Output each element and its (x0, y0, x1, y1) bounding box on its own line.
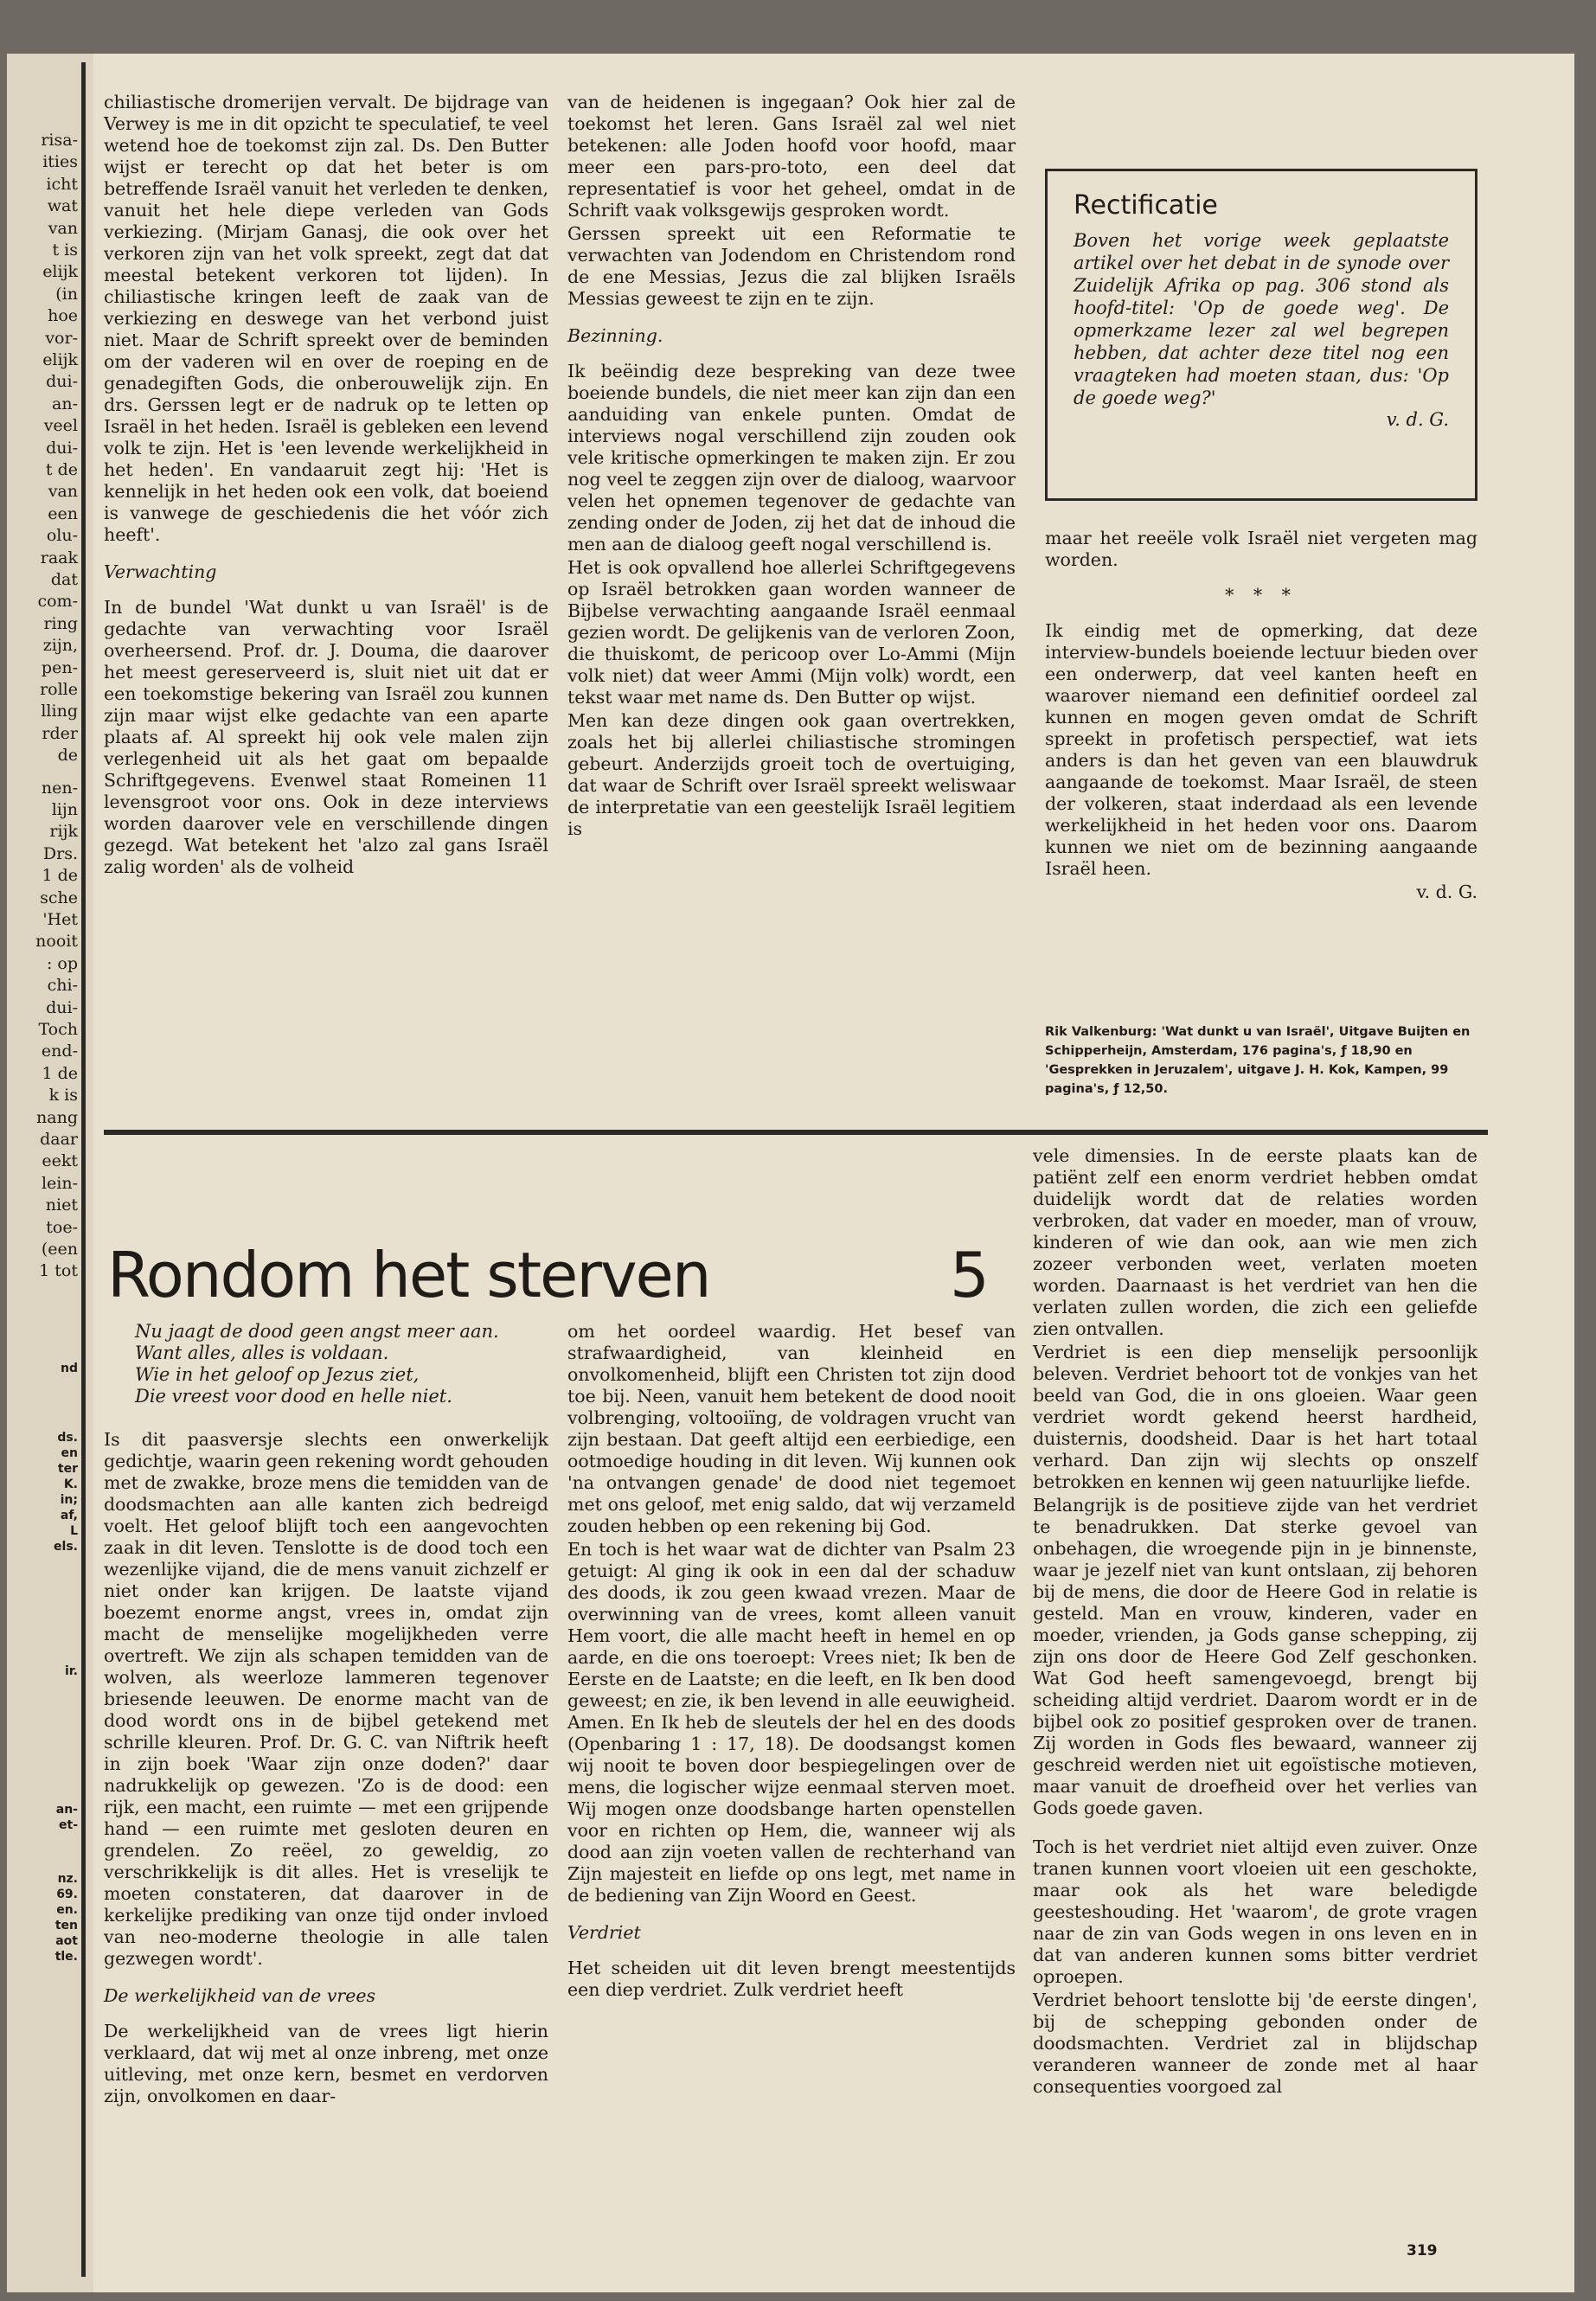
margin-fragment: van (48, 218, 78, 238)
section-heading-verdriet: Verdriet (567, 1922, 641, 1943)
margin-fragment-bold: 69. (56, 1888, 78, 1901)
margin-fragment: t is (52, 240, 78, 260)
poem-line: Wie in het geloof op Jezus ziet, (135, 1364, 420, 1385)
margin-fragment: vor- (45, 328, 78, 348)
margin-fragment: raak (40, 548, 78, 567)
margin-fragment: sche (40, 888, 78, 907)
paragraph: vele dimensies. In de eerste plaats kan de patiënt zelf een enorm verdriet hebben omdat duidelijk wordt dat de relaties worden verbroken, dat vader en moeder, man of vrouw, kinderen of wie dan ook, aan wie men zich zozeer verbonden weet, verlaten moeten worden. Daarnaast is het verdriet van hen die verlaten zullen worden, die zich een geliefde zien ontvallen. (1033, 1145, 1477, 1339)
margin-fragment: Toch (38, 1020, 78, 1039)
paragraph: Het is ook opvallend hoe allerlei Schriftgegevens op Israël betrokken gaan worden wanneer de Bijbelse verwachting aangaande Israël eenmaal gezien wordt. De gelijkenis van de verloren Zoon, die thuiskomt, de pericoop over Lo-Ammi (Mijn volk niet) dat weer Ammi (Mijn volk) wordt, een tekst waar met name ds. Den Butter op wijst. (567, 557, 1016, 708)
paragraph: maar het reeële volk Israël niet vergeten mag worden. (1045, 528, 1477, 570)
margin-fragment-bold: nd (61, 1362, 78, 1375)
margin-fragment: dui- (46, 438, 78, 458)
margin-fragment-bold: ds. (57, 1431, 78, 1445)
margin-fragment-bold: ter (57, 1462, 78, 1476)
margin-fragment: nooit (35, 932, 78, 952)
article-title: Rondom het sterven (107, 1239, 710, 1311)
margin-fragment-bold: in; (60, 1493, 78, 1507)
margin-fragment: : op (46, 953, 78, 973)
margin-fragment: elijk (42, 262, 78, 282)
section-separator: * * * (1225, 585, 1298, 606)
margin-fragment: dui- (46, 997, 78, 1017)
margin-fragment: hoe (48, 306, 78, 326)
margin-fragment: k is (48, 1086, 78, 1106)
page-number: 319 (1407, 2242, 1438, 2259)
margin-fragment-bold: L (70, 1524, 78, 1538)
margin-fragment: 'Het (42, 910, 78, 929)
margin-fragment-bold: nz. (57, 1872, 78, 1886)
paragraph: Belangrijk is de positieve zijde van het verdriet te benadrukken. Dat sterke gevoel van onbehagen, die wroegende pijn in je binnenste, waar je jezelf niet van kunt ontslaan, zij behoren bij de mens, die door de Heere God in relatie is gesteld. Man en vrouw, kinderen, vader en moeder, vrienden, ja Gods ganse schepping, zij zijn ons door de Heere God Zelf geschonken. Wat God heeft samengevoegd, brengt bij scheiding altijd verdriet. Daarom wordt er in de bijbel ook zo positief gesproken over de tranen. Zij worden in Gods fles bewaard, wanneer zij geschreid werden niet uit egoïstische motieven, maar vanuit de droefheid over het verlies van Gods goede gaven. (1033, 1495, 1477, 1818)
previous-page-margin (7, 54, 93, 2292)
rectificatie-box (1045, 169, 1477, 501)
poem-line: Want alles, alles is voldaan. (135, 1343, 389, 1363)
margin-fragment: dat (50, 570, 78, 589)
article-column-2 (567, 1321, 1016, 2003)
margin-fragment: niet (45, 1195, 78, 1215)
margin-fragment: chi- (47, 976, 78, 996)
epigraph-poem (135, 1321, 542, 1407)
margin-fragment-bold: et- (59, 1818, 78, 1832)
margin-fragment: icht (46, 174, 78, 194)
margin-fragment: rder (42, 723, 78, 743)
margin-fragment: nen- (41, 778, 78, 798)
margin-fragment: an- (52, 394, 78, 413)
top-column-1 (104, 92, 548, 880)
author-signature: v. d. G. (1416, 881, 1477, 902)
margin-fragment: lein- (41, 1173, 78, 1193)
margin-fragment: eekt (42, 1151, 78, 1171)
top-column-3 (1045, 528, 1477, 903)
margin-fragment: olu- (46, 526, 78, 546)
margin-fragment: rolle (40, 680, 78, 699)
margin-fragment: de (57, 746, 78, 766)
margin-fragment: rijk (49, 822, 78, 842)
book-source-note: Rik Valkenburg: 'Wat dunkt u van Israël', Uitgave Buijten en Schipperheijn, Amsterdam, 176 pagina's, ƒ 18,90 en 'Gesprekken in Jeruzalem', uitgave J. H. Kok, Kampen, 99 pagina's, ƒ 12,50. (1045, 1025, 1471, 1096)
margin-fragment: pen- (41, 657, 78, 677)
gutter-rule (81, 62, 86, 2277)
margin-fragment-bold: aot (55, 1934, 78, 1948)
margin-fragment: toe- (46, 1217, 78, 1237)
margin-fragment-bold: tle. (54, 1950, 78, 1964)
margin-fragment: (een (41, 1240, 78, 1259)
section-rule (104, 1130, 1488, 1135)
article-column-1 (104, 1429, 548, 2109)
margin-fragment: van (48, 482, 78, 502)
margin-fragment: lijn (51, 800, 78, 819)
paragraph: Toch is het verdriet niet altijd even zuiver. Onze tranen kunnen voort vloeien uit een geschokte, maar ook als het ware beledigde geesteshouding. Het 'waarom', de grote vragen naar de zin van Gods wegen in ons leven en in dat van anderen kunnen soms bitter verdriet oproepen. (1033, 1836, 1477, 1987)
top-column-2 (567, 92, 1016, 842)
margin-fragment: end- (41, 1042, 78, 1061)
margin-fragment: nang (36, 1107, 78, 1127)
margin-fragment-bold: en (61, 1446, 78, 1460)
series-number: 5 (950, 1239, 990, 1311)
margin-fragment: 1 de (42, 866, 78, 886)
page (7, 54, 1574, 2292)
margin-fragment: 1 tot (39, 1261, 78, 1281)
margin-fragment-bold: ten (54, 1919, 78, 1932)
paragraph: Is dit paasversje slechts een onwerkelijk gedichtje, waarin geen rekening wordt gehouden met de zwakke, broze mens die temidden van de doodsmachten aan alle kanten zich bedreigd voelt. Het geloof blijft toch een aangevochten zaak in dit leven. Tenslotte is de dood toch een wezenlijke vijand, die de mens vanuit zichzelf er niet onder kan krijgen. De laatste vijand boezemt enorme angst, vrees in, omdat zijn macht de menselijke mogelijkheden verre overtreft. We zijn als schapen temidden van de wolven, als weerloze lammeren tegenover briesende leeuwen. De enorme macht van de dood wordt ons in de bijbel getekend met schrille kleuren. Prof. Dr. G. C. van Niftrik heeft in zijn boek 'Waar zijn onze doden?' daar nadrukkelijk op gewezen. 'Zo is de dood: een rijk, een macht, een ruimte — met een grijpende hand — een ruimte met gesloten deuren en grendelen. Zo reëel, zo geweldig, zo verschrikkelijk is dit alles. Het is vreselijk te moeten constateren, dat daarover in de kerkelijke prediking van onze tijd onder invloed van neo-moderne theologie in alle talen gezwegen wordt'. (104, 1429, 548, 1969)
margin-fragment: dui- (46, 372, 78, 392)
paragraph: En toch is het waar wat de dichter van Psalm 23 getuigt: Al ging ik ook in een dal der schaduw des doods, ik zou geen kwaad vrezen. Maar de overwinning van de vrees, komt alleen vanuit Hem voort, die alle macht heeft in hemel en op aarde, en die ons toeroept: Vrees niet; Ik ben de Eerste en de Laatste; en die leeft, en Ik ben dood geweest; en zie, ik ben levend in alle eeuwigheid. Amen. En Ik heb de sleutels der hel en des doods (Openbaring 1 : 17, 18). De doodsangst komen wij nooit te boven door bespiegelingen over de mens, die logischer wijze eenmaal sterven moet. Wij mogen onze doodsbange harten openstellen voor en richten op Hem, die, wanneer wij als dood aan zijn voeten vallen de rechterhand van Zijn majesteit en liefde op ons legt, met name in de bediening van Zijn Woord en Geest. (567, 1539, 1016, 1906)
paragraph: De werkelijkheid van de vrees ligt hierin verklaard, dat wij met al onze inbreng, met onze uitleving, met onze kern, besmet en verdorven zijn, onvolkomen en daar- (104, 2021, 548, 2106)
margin-fragment-bold: af, (60, 1509, 78, 1522)
margin-fragment: een (48, 503, 78, 523)
rectificatie-title: Rectificatie (1074, 190, 1218, 221)
margin-fragment: t de (45, 460, 78, 479)
paragraph: In de bundel 'Wat dunkt u van Israël' is de gedachte van verwachting voor Israël overheersend. Prof. dr. J. Douma, die daarover het meest gereserveerd is, sluit niet uit dat er een toekomstige bekering van Israël zou kunnen zijn maar wijst elke gedachte van een aparte plaats af. Al spreekt hij ook vele malen zijn verlegenheid uit als het gaat om bepaalde Schriftgegevens. Evenwel staat Romeinen 11 levensgroot voor ons. Ook in deze interviews worden daarover vele en verschillende dingen gezegd. Wat betekent het 'alzo zal gans Israël zalig worden' als de volheid (104, 597, 548, 877)
margin-fragment: risa- (41, 131, 78, 150)
margin-fragment: Drs. (42, 843, 78, 863)
article-column-3 (1033, 1145, 1477, 2099)
paragraph: Ik beëindig deze bespreking van deze twee boeiende bundels, die niet meer kan zijn dan een aanduiding van enkele punten. Omdat de interviews nogal verschillend zijn zouden ook vele kritische opmerkingen te maken zijn. Er zou nog veel te zeggen zijn over de dialoog, waarvoor velen het opnemen tegenover de gedachte van zending onder de Joden, zij het dat de inhoud die men aan de dialoog geeft nogal verschillend is. (567, 361, 1016, 554)
paragraph: om het oordeel waardig. Het besef van strafwaardigheid, van kleinheid en onvolkomenheid, blijft een Christen tot zijn dood toe bij. Neen, vanuit hem betekent de dood nooit volbrenging, voltooiïng, de voldragen vrucht van zijn bestaan. Dat geeft altijd een eerbiedige, een ootmoedige houding in dit leven. Wij kunnen ook 'na ontvangen genade' de dood niet tegemoet met ons geloof, met enig saldo, dat wij verzameld zouden hebben op een rekening bij God. (567, 1321, 1016, 1536)
rectificatie-signature: v. d. G. (1386, 409, 1449, 430)
poem-line: Die vreest voor dood en helle niet. (135, 1386, 452, 1407)
margin-fragment-bold: ir. (64, 1664, 78, 1678)
margin-fragment: elijk (42, 350, 78, 369)
margin-fragment-bold: els. (54, 1540, 78, 1554)
margin-fragment-bold: an- (55, 1803, 78, 1817)
paragraph: Ik eindig met de opmerking, dat deze interview-bundels boeiende lectuur bieden over een onderwerp, dat veel kanten heeft en waarover niemand een definitief oordeel zal kunnen en mogen geven omdat de Schrift spreekt in profetisch perspectief, wat iets anders is dan het geven van een blauwdruk aangaande de toekomst. Maar Israël, de steen der volkeren, staat inderdaad als een levende werkelijkheid in het heden voor ons. Daarom kunnen we niet om de bezinning aangaande Israël heen. (1045, 620, 1477, 879)
margin-fragment: 1 de (42, 1063, 78, 1083)
paragraph: Gerssen spreekt uit een Reformatie te verwachten van Jodendom en Christendom rond de ene Messias, Jezus die zal blijken Israëls Messias geweest te zijn en te zijn. (567, 223, 1016, 309)
paragraph: chiliastische dromerijen vervalt. De bijdrage van Verwey is me in dit opzicht te speculatief, te veel wetend hoe de toekomst zijn zal. Ds. Den Butter wijst er terecht op dat het beter is om betreffende Israël vanuit het verleden te denken, vanuit het hele diepe verleden van Gods verkiezing. (Mirjam Ganasj, die ook over het verkoren zijn van het volk spreekt, zegt dat dat meestal betekent verkoren tot lijden). In chiliastische kringen leeft de zaak van de verkiezing en deswege van het verbond juist niet. Maar de Schrift spreekt over de beminden om der vaderen wil en over de roeping en de genadegiften Gods, die onberouwelijk zijn. En drs. Gerssen legt er de nadruk op te letten op Israël in het heden. Israël is gebleken een levend volk te zijn. Het is 'een levende werkelijkheid in het heden'. En vandaaruit zegt hij: 'Het is kennelijk in het heden ook een volk, dat boeiend is vanwege de geschiedenis die het vóór zich heeft'. (104, 92, 548, 545)
margin-fragment: ring (43, 613, 78, 633)
margin-fragment: zijn, (42, 636, 78, 656)
section-heading-bezinning: Bezinning. (567, 325, 663, 346)
paragraph: Verdriet behoort tenslotte bij 'de eerste dingen', bij de schepping gebonden onder de doodsmachten. Verdriet zal in blijdschap veranderen wanneer de zonde met al haar consequenties voorgoed zal (1033, 1990, 1477, 2097)
margin-fragment: com- (37, 592, 78, 612)
section-heading-verwachting: Verwachting (104, 561, 217, 582)
margin-fragment-bold: en. (56, 1903, 78, 1917)
margin-fragment: veel (43, 416, 78, 436)
paragraph: Het scheiden uit dit leven brengt meestentijds een diep verdriet. Zulk verdriet heeft (567, 1958, 1016, 2000)
margin-fragment: wat (47, 196, 78, 216)
paragraph: van de heidenen is ingegaan? Ook hier zal de toekomst het leren. Gans Israël zal wel niet betekenen: alle Joden hoofd voor hoofd, maar meer een pars-pro-toto, een deel dat representatief is voor het geheel, omdat in de Schrift vaak volksgewijs gesproken wordt. (567, 92, 1016, 221)
margin-fragment-bold: K. (63, 1477, 78, 1491)
margin-fragment: lling (41, 702, 78, 721)
margin-fragment: (in (55, 284, 78, 304)
rectificatie-body: Boven het vorige week geplaatste artikel over het debat in de synode over Zuidelijk Afrika op pag. 306 stond als hoofd-titel: 'Op de goede weg'. De opmerkzame lezer zal wel begrepen hebben, dat achter deze titel nog een vraagteken had moeten staan, dus: 'Op de goede weg?' (1074, 230, 1449, 408)
poem-line: Nu jaagt de dood geen angst meer aan. (135, 1321, 499, 1342)
margin-fragment: ities (42, 152, 78, 172)
paragraph: Verdriet is een diep menselijk persoonlijk beleven. Verdriet behoort tot de vonkjes van het beeld van God, die in ons gloeien. Waar geen verdriet wordt gekend heerst hardheid, duisternis, doodsheid. Daar is het hart totaal verhard. Dan zijn wij slechts op onszelf betrokken en kennen wij geen natuurlijke liefde. (1033, 1342, 1477, 1492)
section-heading-werkelijkheid: De werkelijkheid van de vrees (104, 1985, 375, 2006)
margin-fragment: daar (40, 1130, 78, 1149)
paragraph: Men kan deze dingen ook gaan overtrekken, zoals het bij allerlei chiliastische stromingen gebeurt. Anderzijds groeit toch de overtuiging, dat waar de Schrift over Israël spreekt weliswaar de interpretatie van een geestelijk Israël legitiem is (567, 710, 1016, 839)
